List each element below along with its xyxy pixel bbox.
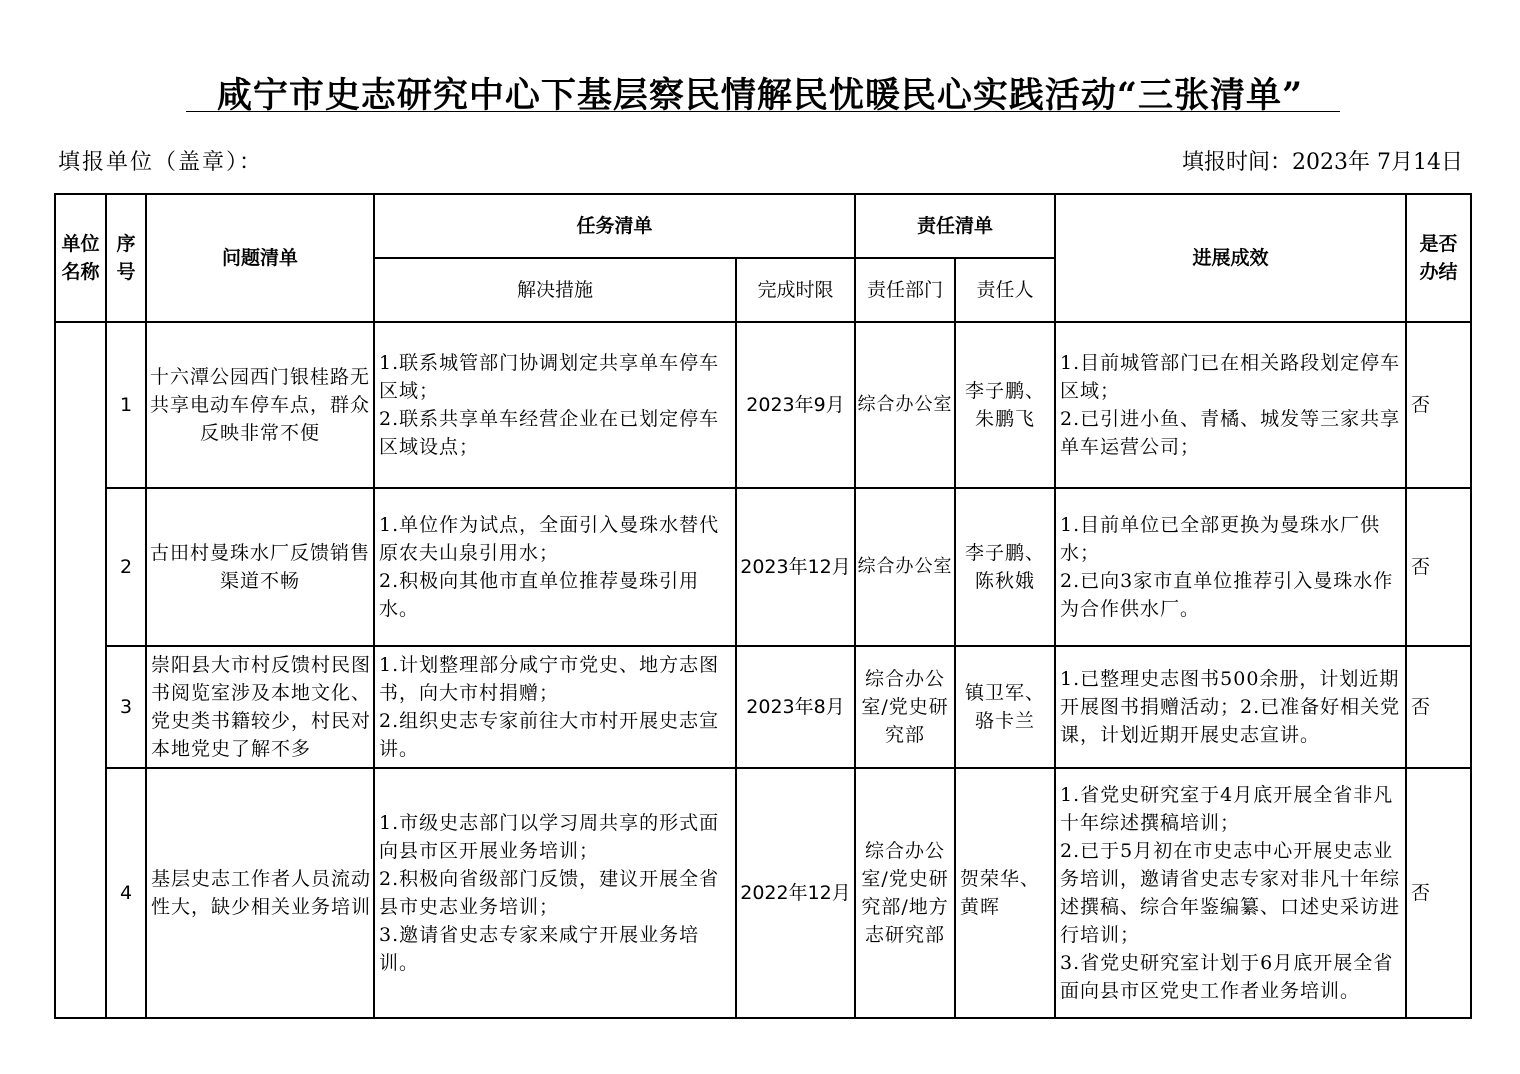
row-progress: 1.已整理史志图书500余册，计划近期开展图书捐赠活动；2.已准备好相关党课，计划近期开展史志宣讲。 [1055,646,1406,768]
header-completed: 是否 办结 [1406,194,1471,322]
header-measures: 解决措施 [374,258,736,322]
row-department: 综合办公室 [855,322,955,488]
header-responsibility-list: 责任清单 [855,194,1055,258]
row-deadline: 2022年12月 [736,768,855,1018]
row-deadline: 2023年8月 [736,646,855,768]
reporting-date-label: 填报时间：2023年 7月14日 [1182,150,1463,175]
row-problem: 古田村曼珠水厂反馈销售渠道不畅 [146,488,374,646]
table-row [55,488,1471,646]
row-measures: 1.市级史志部门以学习周共享的形式面向县市区开展业务培训； 2.积极向省级部门反馈，建议开展全省县市史志业务培训； 3.邀请省史志专家来咸宁开展业务培训。 [374,768,736,1018]
row-problem: 十六潭公园西门银桂路无共享电动车停车点，群众反映非常不便 [146,322,374,488]
row-seq: 2 [106,488,146,646]
three-lists-table [54,193,1472,1019]
row-problem: 崇阳县大市村反馈村民图书阅览室涉及本地文化、党史类书籍较少，村民对本地党史了解不多 [151,654,371,760]
table-row [55,646,1471,768]
row-person: 李子鹏、朱鹏飞 [955,322,1055,488]
title-underline [186,111,1340,112]
header-task-list: 任务清单 [374,194,855,258]
row-seq: 3 [106,646,146,768]
row-department: 综合办公室/党史研究部/地方志研究部 [855,768,955,1018]
row-completed: 否 [1406,322,1471,488]
row-progress: 1.目前单位已全部更换为曼珠水厂供水； 2.已向3家市直单位推荐引入曼珠水作为合作供水厂。 [1055,488,1406,646]
header-person: 责任人 [955,258,1055,322]
header-seq: 序 号 [106,194,146,322]
row-problem-cell [146,646,374,768]
row-deadline: 2023年12月 [736,488,855,646]
row-person: 李子鹏、陈秋娥 [955,488,1055,646]
row-measures: 1.计划整理部分咸宁市党史、地方志图书，向大市村捐赠； 2.组织史志专家前往大市村开展史志宣讲。 [374,646,736,768]
row-department: 综合办公室 [855,488,955,646]
document-title: 咸宁市史志研究中心下基层察民情解民忧暖民心实践活动“三张清单” [216,75,1304,116]
row-person: 镇卫军、骆卡兰 [955,646,1055,768]
row-progress: 1.省党史研究室于4月底开展全省非凡十年综述撰稿培训； 2.已于5月初在市史志中心开展史志业务培训，邀请省史志专家对非凡十年综述撰稿、综合年鉴编纂、口述史采访进行培训； 3.省党史研究室计划于6月底开展全省面向县市区党史工作者业务培训。 [1060,784,1401,1002]
table-row [55,768,1471,1018]
row-seq: 1 [106,322,146,488]
row-measures: 1.单位作为试点，全面引入曼珠水替代原农夫山泉引用水； 2.积极向其他市直单位推荐曼珠引用水。 [374,488,736,646]
row-deadline: 2023年9月 [736,322,855,488]
header-department: 责任部门 [855,258,955,322]
row-completed: 否 [1406,768,1471,1018]
header-unit-name: 单位 名称 [55,194,106,322]
row-completed: 否 [1406,646,1471,768]
row-person: 贺荣华、黄晖 [955,768,1055,1018]
reporting-unit-label: 填报单位（盖章）： [58,150,264,175]
table-row [55,322,1471,488]
row-problem: 基层史志工作者人员流动性大，缺少相关业务培训 [146,768,374,1018]
row-seq: 4 [106,768,146,1018]
row-progress-cell [1055,768,1406,1018]
header-problem-list: 问题清单 [146,194,374,322]
unit-name-cell [55,322,106,1018]
header-deadline: 完成时限 [736,258,855,322]
row-measures: 1.联系城管部门协调划定共享单车停车区域； 2.联系共享单车经营企业在已划定停车区域设点； [374,322,736,488]
row-completed: 否 [1406,488,1471,646]
row-progress: 1.目前城管部门已在相关路段划定停车区域； 2.已引进小鱼、青橘、城发等三家共享单车运营公司； [1055,322,1406,488]
header-progress: 进展成效 [1055,194,1406,322]
row-department: 综合办公室/党史研究部 [855,646,955,768]
